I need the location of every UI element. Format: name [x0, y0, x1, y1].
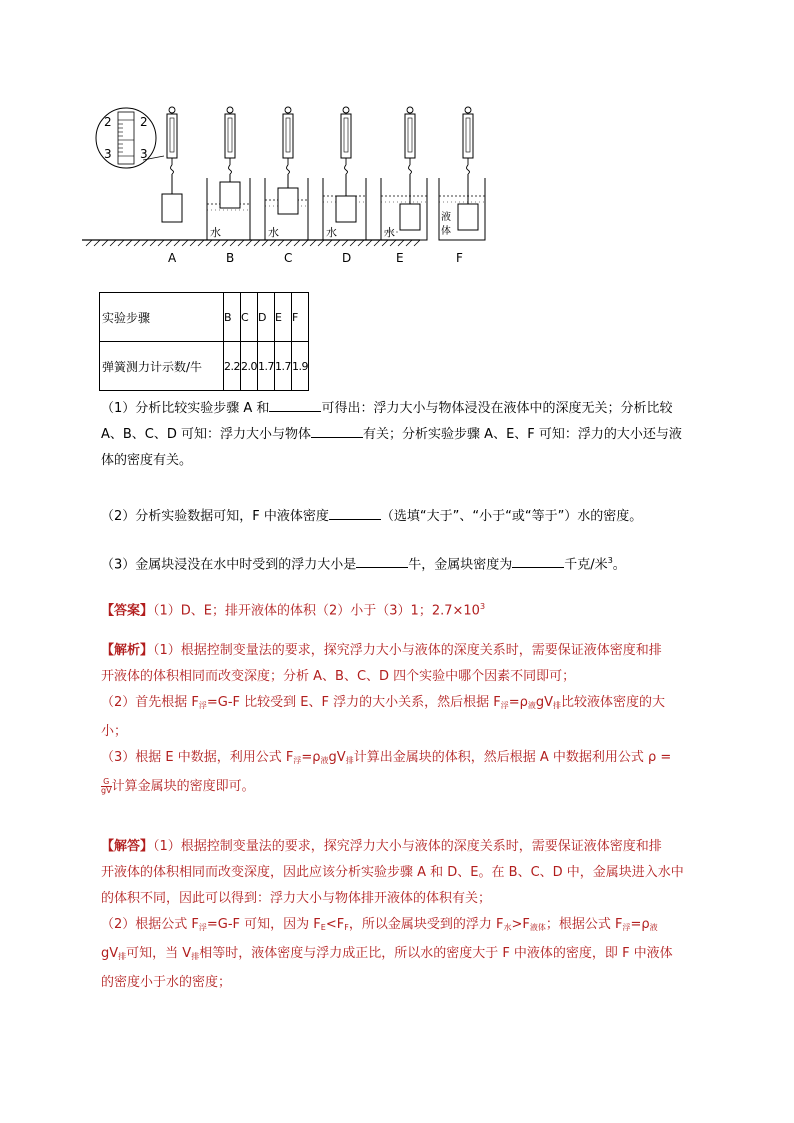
solution-text: >F	[511, 917, 530, 932]
solution-text: 相等时，液体密度与浮力成正比，所以水的密度大于 F 中液体的密度，即 F 中液体	[199, 946, 673, 961]
subscript: 液体	[529, 923, 546, 932]
subscript: 水	[503, 923, 512, 932]
q3-sup: 3	[607, 556, 613, 565]
subscript: 浮	[293, 756, 302, 765]
q1-text: 有关；分析实验步骤 A、E、F 可知：浮力的大小还与液	[363, 427, 682, 442]
table-row	[100, 342, 309, 391]
question-3	[101, 548, 701, 578]
solution-block	[101, 834, 701, 996]
table-header-row	[100, 293, 309, 342]
table-cell: E	[275, 293, 292, 342]
table-cell: B	[224, 293, 241, 342]
q3-text: 千克/米	[564, 557, 608, 573]
subscript: 液	[649, 923, 658, 932]
label-a: A	[168, 251, 177, 265]
analysis-text: gV	[535, 695, 554, 710]
label-c: C	[284, 251, 293, 265]
q1-text: （1）分析比较实验步骤 A 和	[101, 401, 270, 416]
subscript: E	[320, 923, 326, 932]
solution-text: ；根据公式 F	[545, 917, 623, 932]
answer-blank	[512, 553, 564, 568]
solution-text: <F	[325, 917, 345, 932]
setup-c	[265, 107, 308, 240]
subscript: 浮	[500, 701, 509, 710]
q1-text: A、B、C、D 可知：浮力大小与物体	[101, 427, 312, 442]
analysis-text: =ρ	[301, 750, 321, 765]
q1-text: 可得出：浮力大小与物体浸没在液体中的深度无关；分析比较	[321, 401, 673, 416]
answer-blank	[329, 505, 381, 520]
table-cell: D	[258, 293, 275, 342]
analysis-text: 小；	[101, 724, 128, 739]
liquid-label-1: 液	[441, 212, 451, 223]
table-cell: F	[292, 293, 309, 342]
subscript: 浮	[198, 923, 207, 932]
question-1	[101, 396, 701, 474]
table-cell: 弹簧测力计示数/牛	[100, 342, 224, 391]
analysis-block	[101, 638, 701, 800]
subscript: 浮	[622, 923, 631, 932]
scale-num: 3	[140, 147, 148, 161]
analysis-text: 计算出金属块的体积，然后根据 A 中数据利用公式 ρ =	[353, 750, 672, 765]
label-e: E	[396, 251, 404, 265]
q2-text: （2）分析实验数据可知，F 中液体密度	[101, 509, 329, 524]
table-cell: 1.7	[258, 342, 275, 391]
subscript: 排	[118, 952, 127, 961]
water-label: 水	[326, 226, 337, 239]
analysis-text: （2）首先根据 F	[101, 695, 199, 710]
scale-num: 3	[104, 147, 112, 161]
subscript: 排	[345, 756, 354, 765]
answer-block	[101, 594, 701, 624]
question-2	[101, 504, 701, 530]
liquid-label-2: 体	[441, 226, 451, 237]
solution-text: =ρ	[630, 917, 650, 932]
fraction-denominator: gV	[101, 786, 112, 795]
answer-text: （1）D、E；排开液体的体积（2）小于（3）1；2.7×10	[153, 603, 480, 619]
solution-text: 可知，当 V	[126, 946, 192, 961]
solution-text: ，所以金属块受到的浮力 F	[348, 917, 504, 932]
answer-blank	[356, 553, 408, 568]
q3-text: 。	[612, 557, 626, 573]
setup-f	[439, 107, 485, 240]
water-label: 水	[268, 226, 279, 239]
solution-text: （1）根据控制变量法的要求，探究浮力大小与液体的深度关系时，需要保证液体密度和排	[153, 839, 662, 854]
subscript: 排	[553, 701, 562, 710]
analysis-text: gV	[328, 750, 346, 765]
analysis-text: =ρ	[508, 695, 528, 710]
q3-text: 牛，金属块密度为	[408, 557, 513, 573]
label-b: B	[226, 251, 235, 265]
setup-d	[323, 107, 366, 240]
solution-text: =G-F 可知，因为 F	[206, 917, 321, 932]
table-cell: 1.7	[275, 342, 292, 391]
table-cell: 1.9	[292, 342, 309, 391]
analysis-text: 比较液体密度的大	[561, 695, 666, 710]
setup-e	[381, 107, 427, 240]
experiment-figure	[80, 100, 500, 270]
label-d: D	[342, 251, 352, 265]
water-label: 水	[210, 226, 221, 239]
solution-text: 的密度小于水的密度；	[101, 975, 232, 990]
analysis-text: 计算金属块的密度即可。	[111, 779, 255, 794]
solution-text: 开液体的体积相同而改变深度，因此应该分析实验步骤 A 和 D、E。在 B、C、D 中，金属块进入水中	[101, 865, 684, 880]
answer-tag: 【答案】	[101, 603, 154, 619]
solution-text: （2）根据公式 F	[101, 917, 199, 932]
table-cell: 2.2	[224, 342, 241, 391]
analysis-text: 开液体的体积相同而改变深度；分析 A、B、C、D 四个实验中哪个因素不同即可；	[101, 669, 576, 684]
subscript: F	[344, 923, 349, 932]
q1-text: 体的密度有关。	[101, 453, 193, 468]
table-cell: C	[241, 293, 258, 342]
label-f: F	[456, 251, 463, 265]
q3-text: （3）金属块浸没在水中时受到的浮力大小是	[101, 557, 357, 573]
subscript: 排	[191, 952, 200, 961]
table-cell: 实验步骤	[100, 293, 224, 342]
subscript: 浮	[198, 701, 207, 710]
subscript: 液	[527, 701, 536, 710]
solution-text: gV	[101, 946, 119, 961]
scale-num: 2	[104, 115, 112, 129]
analysis-tag: 【解析】	[101, 643, 154, 658]
subscript: 液	[320, 756, 329, 765]
answer-blank	[311, 423, 363, 438]
solution-text: 的体积不同，因此可以得到：浮力大小与物体排开液体的体积有关；	[101, 891, 492, 906]
data-table	[99, 292, 309, 391]
water-label: 水	[384, 226, 395, 239]
table-cell: 2.0	[241, 342, 258, 391]
scale-num: 2	[140, 115, 148, 129]
solution-tag: 【解答】	[101, 839, 154, 854]
answer-sup: 3	[479, 602, 486, 611]
answer-blank	[269, 397, 321, 412]
analysis-text: =G-F 比较受到 E、F 浮力的大小关系，然后根据 F	[206, 695, 501, 710]
analysis-text: （3）根据 E 中数据，利用公式 F	[101, 750, 294, 765]
analysis-text: （1）根据控制变量法的要求，探究浮力大小与液体的深度关系时，需要保证液体密度和排	[153, 643, 662, 658]
fraction-numerator: G	[101, 778, 112, 787]
density-fraction	[101, 778, 112, 795]
q2-text: （选填“大于”、“小于“或“等于”）水的密度。	[380, 509, 643, 524]
setup-b	[207, 107, 250, 240]
